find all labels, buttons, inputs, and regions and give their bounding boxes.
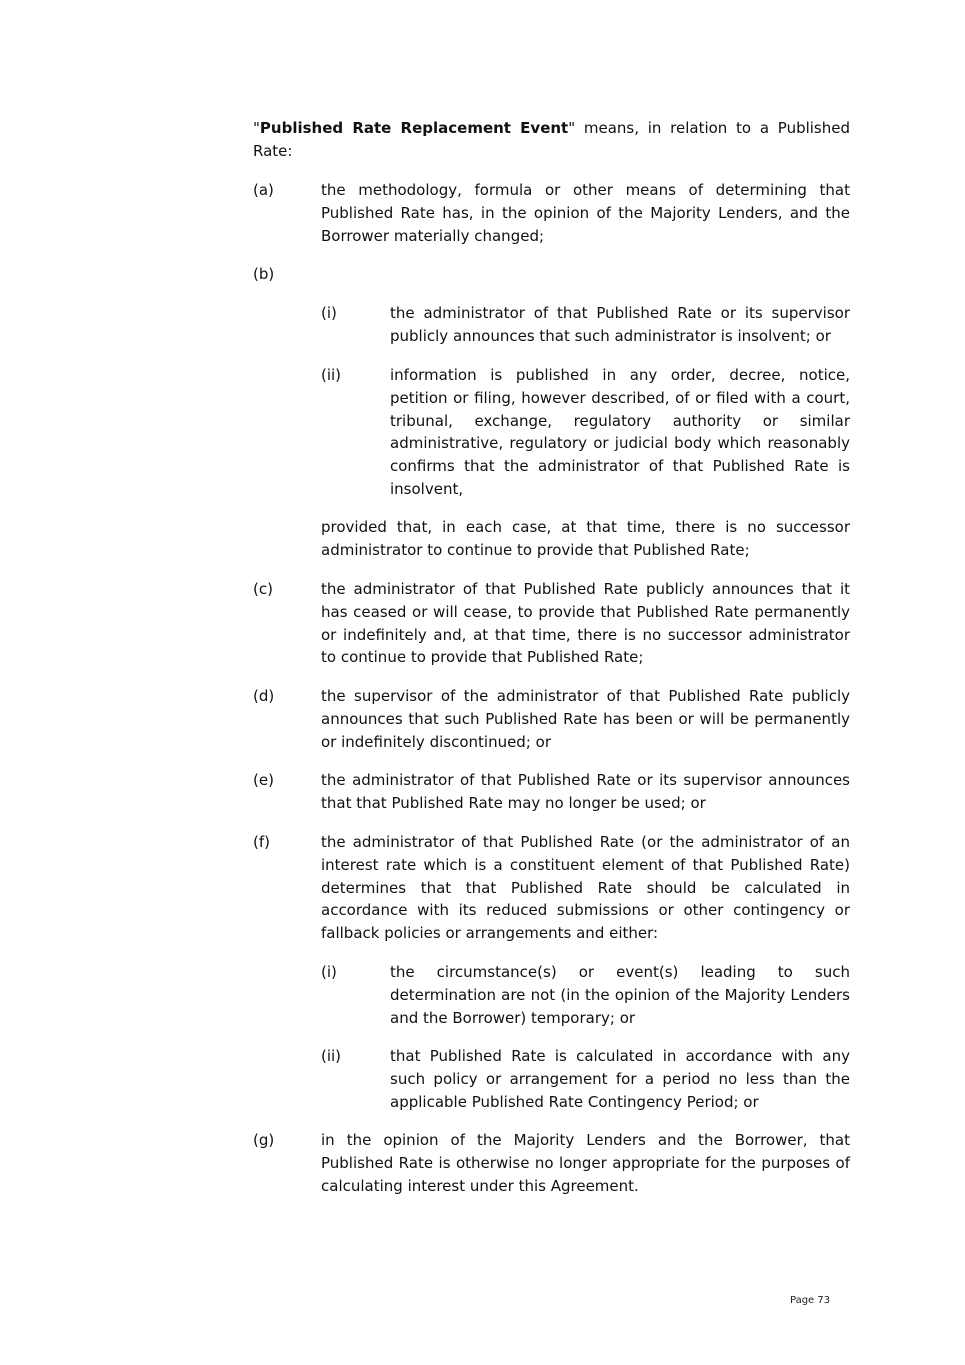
- definition-text: means, in relation to a Published Rate:: [253, 119, 850, 160]
- subclause-label: (i): [321, 304, 337, 322]
- clause-text: the administrator of that Published Rate or its supervisor announces that that Published Rate may no longer be used; or: [321, 771, 850, 812]
- clause-label: (a): [253, 181, 274, 199]
- clause-text: the supervisor of the administrator of that Published Rate publicly announces that such Published Rate has been or will be permanently or indefinitely discontinued; or: [321, 687, 850, 751]
- quote-close: ": [568, 119, 576, 137]
- clause-text: the methodology, formula or other means of determining that Published Rate has, in the opinion of the Majority Lenders, and the Borrower materially changed;: [321, 181, 850, 245]
- subclause-label: (i): [321, 963, 337, 981]
- clause-text: the administrator of that Published Rate publicly announces that it has ceased or will cease, to provide that Published Rate permanently or indefinitely and, at that time, there is no successor administrator to continue to provide that Published Rate;: [321, 580, 850, 667]
- page-number: Page 73: [790, 1295, 831, 1306]
- clause-label: (c): [253, 580, 273, 598]
- subclause-label: (ii): [321, 1047, 342, 1065]
- proviso-text: provided that, in each case, at that time, there is no successor administrator to continue to provide that Published Rate;: [321, 518, 850, 559]
- clause-label: (e): [253, 771, 274, 789]
- quote-open: ": [253, 119, 260, 137]
- clause-label: (f): [253, 833, 270, 851]
- definition-intro: [253, 117, 850, 163]
- subclause-text: that Published Rate is calculated in accordance with any such policy or arrangement for a period no less than the applicable Published Rate Contingency Period; or: [390, 1047, 850, 1111]
- clause-label: (g): [253, 1131, 275, 1149]
- clause-text: in the opinion of the Majority Lenders and the Borrower, that Published Rate is otherwise no longer appropriate for the purposes of calculating interest under this Agreement.: [321, 1131, 850, 1195]
- subclause-text: the circumstance(s) or event(s) leading to such determination are not (in the opinion of the Majority Lenders and the Borrower) temporary; or: [390, 963, 850, 1027]
- subclause-text: information is published in any order, decree, notice, petition or filing, however described, of or filed with a court, tribunal, exchange, regulatory authority or similar administrative, regulatory or judicial body which reasonably confirms that the administrator of that Published Rate is insolvent,: [390, 366, 850, 498]
- defined-term: Published Rate Replacement Event: [259, 119, 569, 137]
- clause-label: (d): [253, 687, 275, 705]
- clause-text: the administrator of that Published Rate (or the administrator of an interest rate which is a constituent element of that Published Rate) determines that that Published Rate should be calculated in accordance with its reduced submissions or other contingency or fallback policies or arrangements and either:: [321, 833, 850, 943]
- clause-label: (b): [253, 265, 275, 283]
- subclause-text: the administrator of that Published Rate or its supervisor publicly announces that such administrator is insolvent; or: [390, 304, 850, 345]
- subclause-label: (ii): [321, 366, 342, 384]
